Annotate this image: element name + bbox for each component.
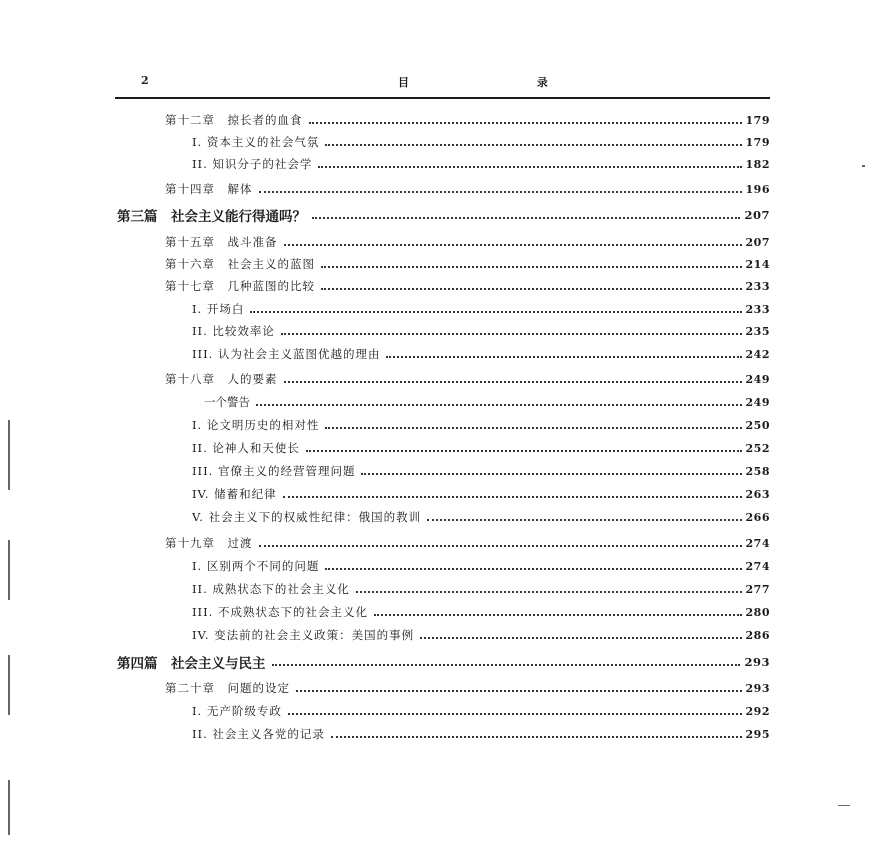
toc-entry-page: 235 <box>745 324 770 338</box>
dot-leader <box>374 614 742 616</box>
toc-entry-page: 233 <box>745 279 770 293</box>
dot-leader <box>386 356 741 358</box>
toc-entry-title: I. 区别两个不同的问题 <box>192 559 320 573</box>
scan-mark <box>8 420 10 490</box>
toc-entry-title: III. 官僚主义的经营管理问题 <box>192 464 356 478</box>
dot-leader <box>309 122 742 124</box>
header-rule <box>115 97 770 99</box>
dot-leader <box>325 568 741 570</box>
toc-entry-chapter <box>165 110 770 130</box>
header-page-number: 2 <box>141 74 149 87</box>
toc-entry-title: II. 论神人和天使长 <box>192 441 300 455</box>
dot-leader <box>321 266 742 268</box>
toc-entry-section <box>192 507 770 527</box>
toc-entry-title: 第十八章 人的要素 <box>165 372 278 386</box>
toc-entry-title: III. 认为社会主义蓝图优越的理由 <box>192 347 381 361</box>
toc-entry-page: 274 <box>745 536 770 550</box>
toc-entry-title: 第十四章 解体 <box>165 182 253 196</box>
toc-entry-page: 277 <box>745 582 770 596</box>
toc-entry-title: 第十九章 过渡 <box>165 536 253 550</box>
toc-entry-section <box>192 484 770 504</box>
dot-leader <box>259 545 742 547</box>
toc-entry-section <box>192 625 770 645</box>
toc-entry-title: I. 资本主义的社会气氛 <box>192 135 320 149</box>
toc-entry-page: 293 <box>745 681 770 695</box>
toc-entry-section <box>192 344 770 364</box>
toc-entry-page: 292 <box>745 704 770 718</box>
toc-entry-section <box>192 321 770 341</box>
toc-entry-part <box>117 205 770 225</box>
dot-leader <box>325 144 741 146</box>
toc-entry-page: 196 <box>745 182 770 196</box>
dot-leader <box>306 450 742 452</box>
toc-entry-title: V. 社会主义下的权威性纪律：俄国的教训 <box>192 510 422 524</box>
toc-entry-page: 214 <box>745 257 770 271</box>
toc-entry-part <box>117 652 770 672</box>
dot-leader <box>296 690 742 692</box>
toc-entry-title: II. 比较效率论 <box>192 324 275 338</box>
dot-leader <box>312 217 740 219</box>
dot-leader <box>256 404 742 406</box>
toc-entry-section <box>192 579 770 599</box>
dot-leader <box>361 473 741 475</box>
dot-leader <box>288 713 742 715</box>
toc-entry-section <box>192 132 770 152</box>
toc-entry-title: 第三篇 社会主义能行得通吗？ <box>117 209 306 225</box>
toc-entry-section <box>192 154 770 174</box>
toc-entry-page: 286 <box>745 628 770 642</box>
toc-entry-page: 252 <box>745 441 770 455</box>
scan-mark <box>8 655 10 715</box>
toc-entry-title: 第十五章 战斗准备 <box>165 235 278 249</box>
dot-leader <box>281 333 742 335</box>
toc-entry-page: 242 <box>745 347 770 361</box>
toc-entry-subsection <box>204 392 770 412</box>
header-title: 目 录 <box>398 76 610 89</box>
toc-entry-page: 263 <box>745 487 770 501</box>
toc-entry-title: II. 知识分子的社会学 <box>192 157 313 171</box>
toc-entry-page: 207 <box>744 208 770 222</box>
toc-entry-page: 295 <box>745 727 770 741</box>
toc-entry-chapter <box>165 179 770 199</box>
scan-mark <box>838 805 850 806</box>
toc-entry-title: 第四篇 社会主义与民主 <box>117 656 266 672</box>
dot-leader <box>250 311 741 313</box>
toc-entry-page: 280 <box>745 605 770 619</box>
dot-leader <box>331 736 742 738</box>
toc-entry-chapter <box>165 254 770 274</box>
scan-mark <box>8 540 10 600</box>
toc-entry-title: 第二十章 问题的设定 <box>165 681 290 695</box>
toc-entry-chapter <box>165 232 770 252</box>
toc-entry-title: 第十二章 掠长者的血食 <box>165 113 303 127</box>
toc-entry-section <box>192 415 770 435</box>
dot-leader <box>356 591 742 593</box>
toc-entry-page: 179 <box>745 113 770 127</box>
dot-leader <box>284 381 742 383</box>
toc-entry-title: I. 开场白 <box>192 302 245 316</box>
toc-entry-section <box>192 461 770 481</box>
toc-entry-section <box>192 701 770 721</box>
toc-entry-title: I. 论文明历史的相对性 <box>192 418 320 432</box>
dot-leader <box>321 288 742 290</box>
toc-entry-page: 179 <box>745 135 770 149</box>
toc-entry-title: III. 不成熟状态下的社会主义化 <box>192 605 368 619</box>
toc-entry-section <box>192 724 770 744</box>
dot-leader <box>427 519 741 521</box>
toc-entry-section <box>192 299 770 319</box>
toc-entry-title: 第十六章 社会主义的蓝图 <box>165 257 315 271</box>
toc-entry-title: 一个警告 <box>204 395 250 409</box>
toc-entry-title: II. 社会主义各党的记录 <box>192 727 325 741</box>
dot-leader <box>284 244 742 246</box>
toc-entry-page: 207 <box>745 235 770 249</box>
dot-leader <box>259 191 742 193</box>
dot-leader <box>325 427 741 429</box>
toc-entry-title: IV. 变法前的社会主义政策：美国的事例 <box>192 628 415 642</box>
toc-entry-section <box>192 602 770 622</box>
dot-leader <box>420 637 741 639</box>
toc-entry-chapter <box>165 369 770 389</box>
toc-entry-chapter <box>165 276 770 296</box>
toc-entry-page: 233 <box>745 302 770 316</box>
toc-entry-page: 266 <box>745 510 770 524</box>
toc-entry-page: 293 <box>744 655 770 669</box>
toc-entry-section <box>192 438 770 458</box>
toc-entry-title: 第十七章 几种蓝图的比较 <box>165 279 315 293</box>
toc-entry-page: 249 <box>745 372 770 386</box>
toc-entry-page: 258 <box>745 464 770 478</box>
toc-entry-page: 249 <box>745 395 770 409</box>
toc-entry-title: I. 无产阶级专政 <box>192 704 282 718</box>
dot-leader <box>318 166 741 168</box>
running-header <box>115 74 770 92</box>
scan-mark <box>862 165 865 167</box>
toc-entry-title: II. 成熟状态下的社会主义化 <box>192 582 350 596</box>
dot-leader <box>272 664 741 666</box>
toc-entry-page: 182 <box>745 157 770 171</box>
toc-entry-chapter <box>165 678 770 698</box>
dot-leader <box>283 496 742 498</box>
toc-entry-chapter <box>165 533 770 553</box>
toc-entry-page: 250 <box>745 418 770 432</box>
toc-entry-title: IV. 储蓄和纪律 <box>192 487 277 501</box>
toc-entry-page: 274 <box>745 559 770 573</box>
toc-entry-section <box>192 556 770 576</box>
scan-mark <box>8 780 10 835</box>
